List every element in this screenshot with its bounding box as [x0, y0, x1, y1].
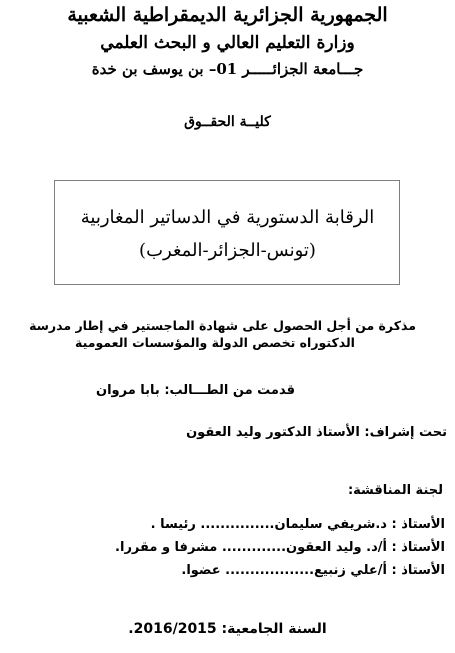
- thesis-subtitle: (تونس-الجزائر-المغرب): [139, 240, 316, 261]
- academic-year: السنة الجامعية: 2016/2015.: [128, 621, 327, 637]
- republic-heading: الجمهورية الجزائرية الديمقراطية الشعبية: [67, 4, 388, 26]
- jury-member: الأستاذ : د.شريفي سليمان............... رئيسا .: [150, 517, 445, 532]
- title-frame: [54, 180, 400, 285]
- supervisor: تحت إشراف: الأستاذ الدكتور وليد العقون: [186, 425, 447, 440]
- faculty-name: كليــة الحقــوق: [184, 114, 271, 130]
- memo-line-2: الدكتوراه تخصص الدولة والمؤسسات العمومية: [75, 335, 355, 350]
- ministry-heading: وزارة التعليم العالي و البحث العلمي: [100, 33, 355, 53]
- jury-member: الأستاذ : أ/د. وليد العقون............. مشرفا و مقررا.: [115, 540, 445, 555]
- thesis-title: الرقابة الدستورية في الدساتير المغاربية: [80, 207, 375, 228]
- presented-by: قدمت من الطـــالب: بابا مروان: [95, 383, 295, 398]
- university-heading: جـــامعة الجزائـــــر 01– بن يوسف بن خدة: [91, 60, 364, 78]
- memo-line-1: مذكرة من أجل الحصول على شهادة الماجستير في إطار مدرسة: [29, 318, 416, 333]
- jury-member: الأستاذ : أ/علي زنبيع.................. عضوا.: [181, 563, 445, 578]
- jury-title: لجنة المناقشة:: [347, 483, 443, 498]
